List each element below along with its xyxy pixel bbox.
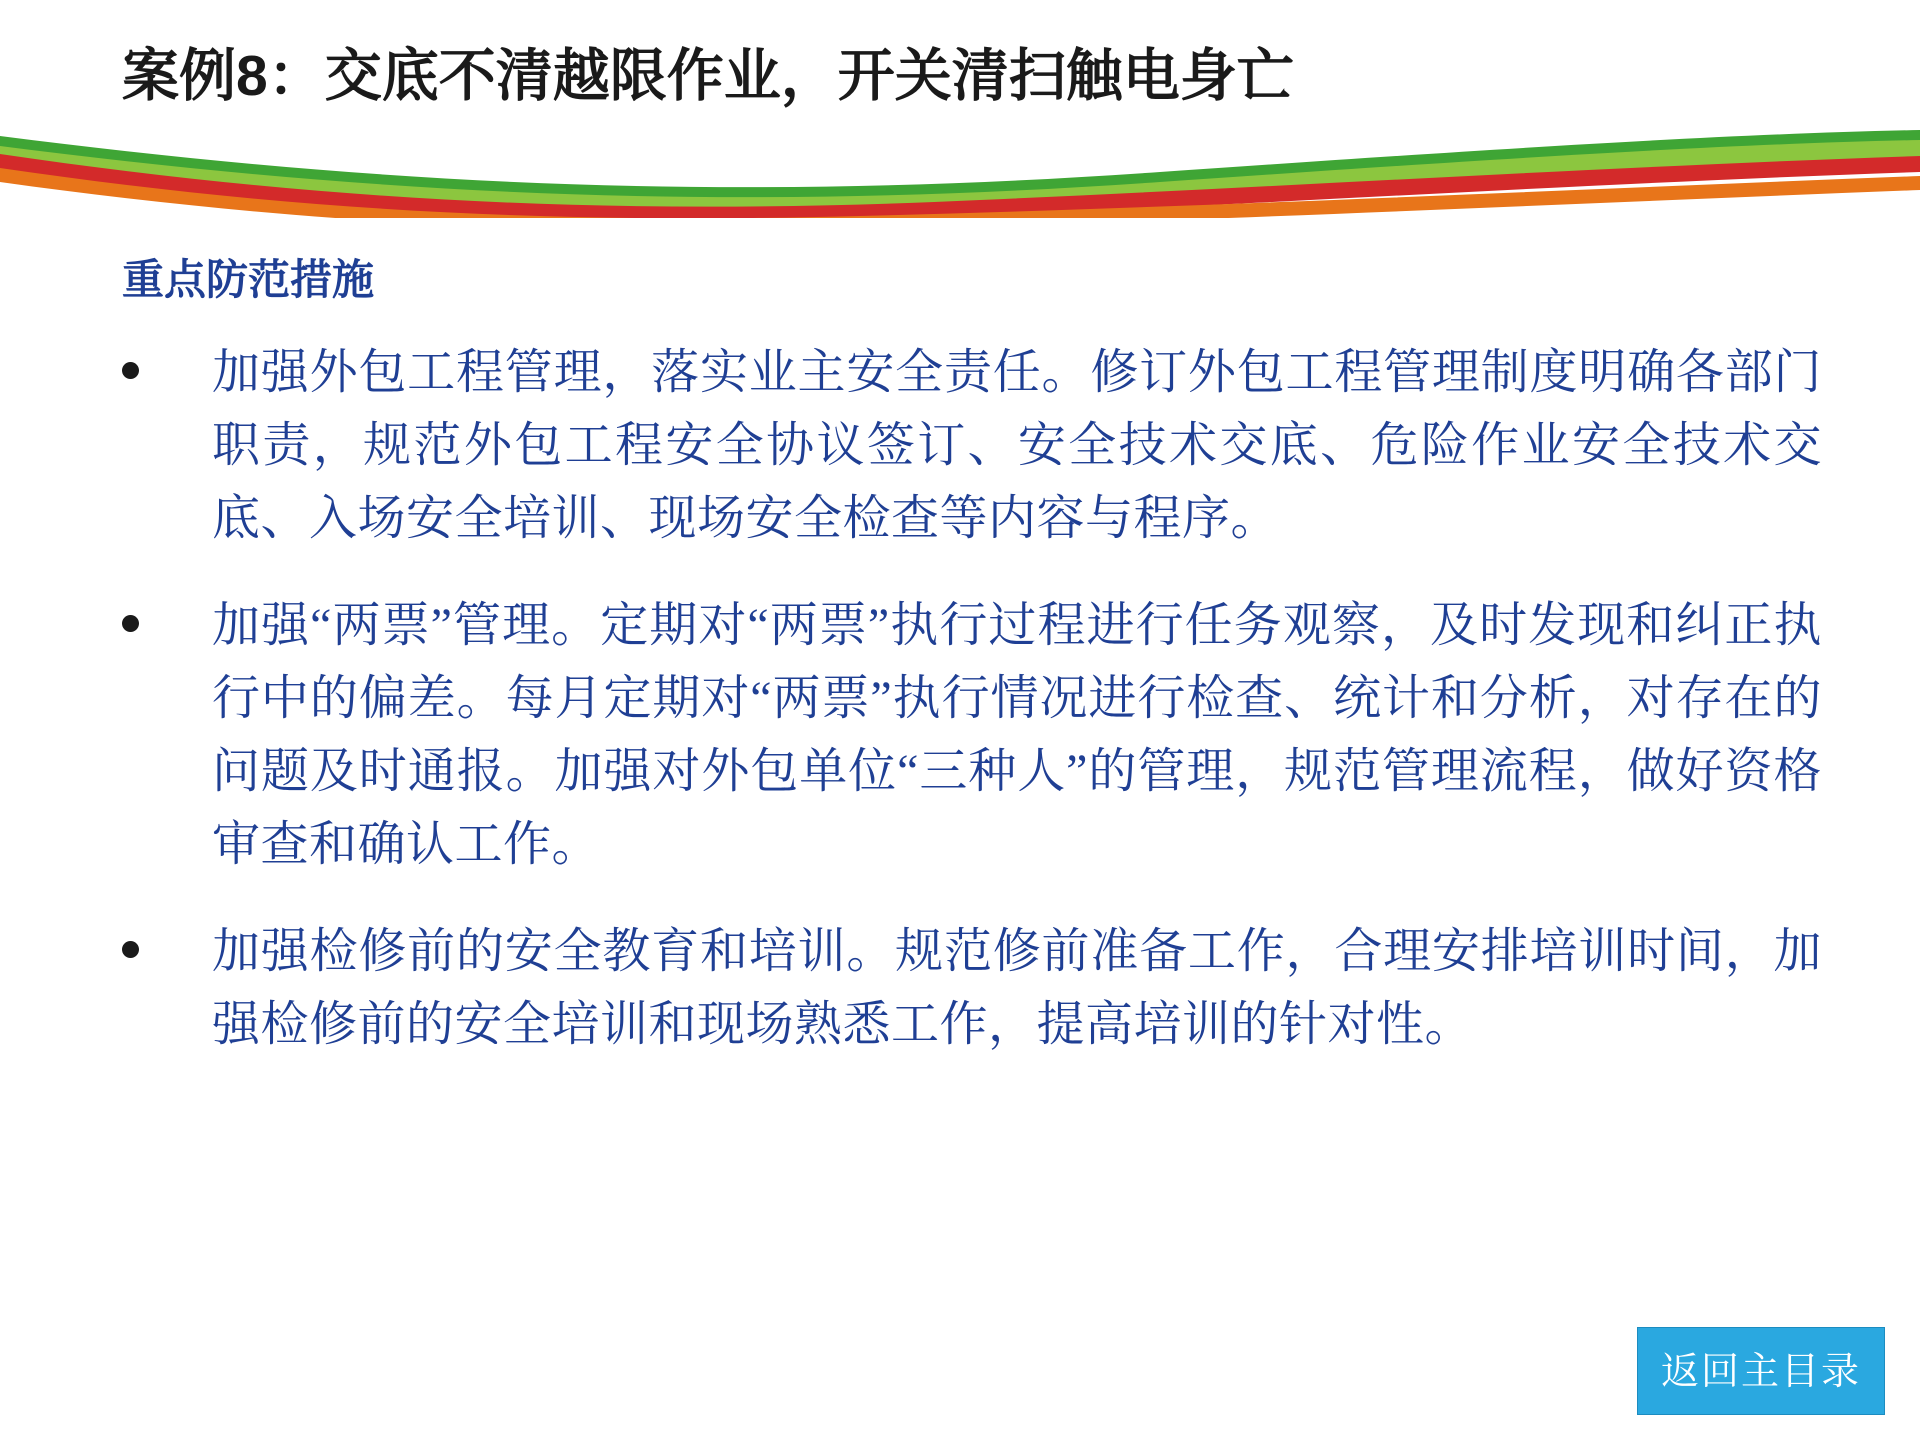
bullet-list: [122, 336, 1822, 1095]
bullet-dot-icon: [122, 589, 212, 632]
list-item-text: 加强“两票”管理。定期对“两票”执行过程进行任务观察，及时发现和纠正执行中的偏差。每月定期对“两票”执行情况进行检查、统计和分析，对存在的问题及时通报。加强对外包单位“三种人”的管理，规范管理流程，做好资格审查和确认工作。: [212, 599, 1822, 871]
bullet-dot-icon: [122, 336, 212, 379]
bullet-dot-icon: [122, 915, 212, 958]
list-item: [122, 336, 1822, 555]
list-item: [122, 915, 1822, 1061]
page-title: 案例8：交底不清越限作业，开关清扫触电身亡: [122, 44, 1294, 108]
return-to-main-menu-button[interactable]: 返回主目录: [1637, 1327, 1885, 1415]
decorative-swoosh-divider: [0, 128, 1920, 218]
section-heading: 重点防范措施: [122, 256, 375, 303]
list-item-text: 加强外包工程管理，落实业主安全责任。修订外包工程管理制度明确各部门职责，规范外包工程安全协议签订、安全技术交底、危险作业安全技术交底、入场安全培训、现场安全检查等内容与程序。: [212, 346, 1822, 545]
list-item: [122, 589, 1822, 881]
list-item-text: 加强检修前的安全教育和培训。规范修前准备工作，合理安排培训时间，加强检修前的安全培训和现场熟悉工作，提高培训的针对性。: [212, 925, 1822, 1051]
